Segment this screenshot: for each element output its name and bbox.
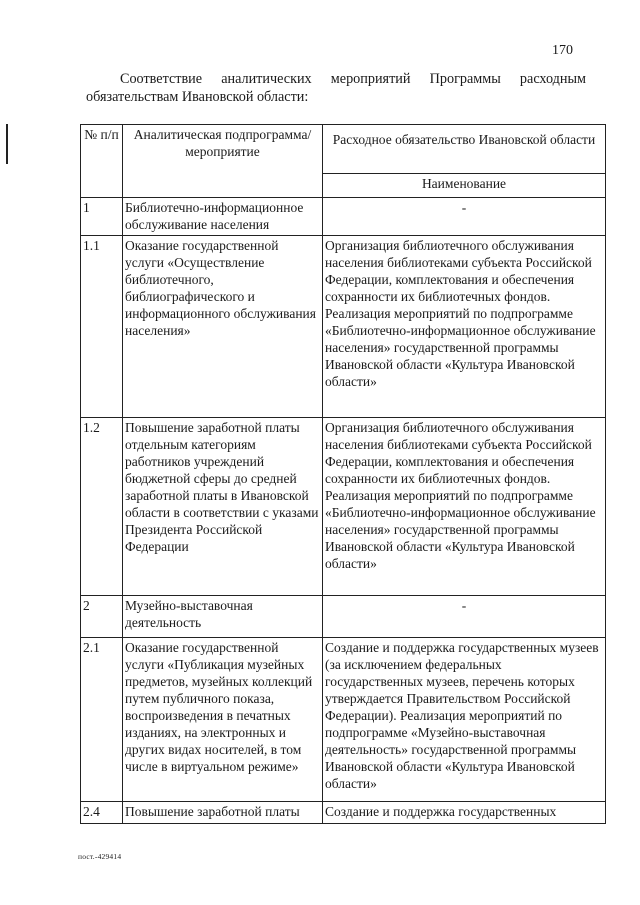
header-obligation-name: Наименование [323, 174, 606, 198]
table-row [81, 236, 606, 418]
row-activity: Библиотечно-информационное обслуживание населения [123, 198, 323, 236]
table-row [81, 198, 606, 236]
table-caption: Соответствие аналитических мероприятий Программы расходным обязательствам Ивановской области: [86, 71, 586, 105]
page-number: 170 [552, 43, 573, 58]
table-row [81, 802, 606, 824]
row-num: 2.4 [81, 802, 123, 824]
obligations-table [80, 124, 606, 824]
row-obligation: - [323, 198, 606, 236]
row-num: 2.1 [81, 638, 123, 802]
row-obligation: - [323, 596, 606, 638]
margin-mark [6, 124, 8, 164]
row-obligation: Организация библиотечного обслуживания населения библиотеками субъекта Российской Федерации, комплектования и обеспечения сохранности их библиотечных фондов. Реализация мероприятий по подпрограмме «Библиотечно-информационное обслуживание населения» государственной программы Ивановской области «Культура Ивановской области» [323, 236, 606, 418]
row-activity: Повышение заработной платы отдельным категориям работников учреждений бюджетной сферы до средней заработной платы в Ивановской области в соответствии с указами Президента Российской Федерации [123, 418, 323, 596]
row-obligation: Организация библиотечного обслуживания населения библиотеками субъекта Российской Федерации, комплектования и обеспечения сохранности их библиотечных фондов. Реализация мероприятий по подпрограмме «Библиотечно-информационное обслуживание населения» государственной программы Ивановской области «Культура Ивановской области» [323, 418, 606, 596]
header-activity: Аналитическая подпрограмма/мероприятие [123, 125, 323, 198]
row-num: 1.2 [81, 418, 123, 596]
row-obligation: Создание и поддержка государственных музеев (за исключением федеральных государственных музеев, перечень которых утверждается Правительством Российской Федерации). Реализация мероприятий по подпрограмме «Музейно-выставочная деятельность» государственной программы Ивановской области «Культура Ивановской области» [323, 638, 606, 802]
table-row [81, 638, 606, 802]
row-obligation: Создание и поддержка государственных [323, 802, 606, 824]
table-row [81, 596, 606, 638]
header-num: № п/п [81, 125, 123, 198]
table-header-row [81, 125, 606, 174]
table-row [81, 418, 606, 596]
row-activity: Повышение заработной платы [123, 802, 323, 824]
header-obligation: Расходное обязательство Ивановской области [323, 125, 606, 174]
row-activity: Оказание государственной услуги «Публикация музейных предметов, музейных коллекций путем публичного показа, воспроизведения в печатных изданиях, на электронных и других видах носителей, в том числе в виртуальном режиме» [123, 638, 323, 802]
row-activity: Музейно-выставочная деятельность [123, 596, 323, 638]
row-num: 2 [81, 596, 123, 638]
row-activity: Оказание государственной услуги «Осуществление библиотечного, библиографического и информационного обслуживания населения» [123, 236, 323, 418]
row-num: 1 [81, 198, 123, 236]
document-code: пост.-429414 [78, 852, 122, 861]
row-num: 1.1 [81, 236, 123, 418]
